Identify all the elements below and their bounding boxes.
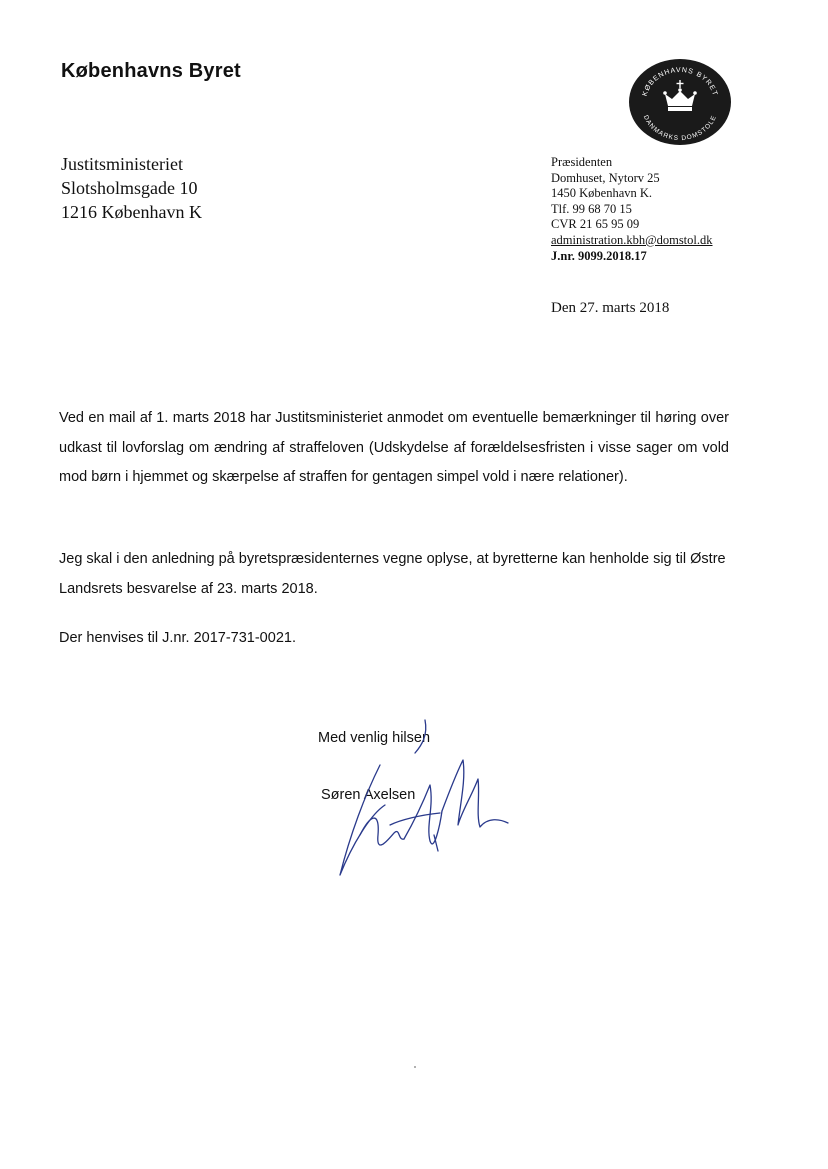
recipient-line: 1216 København K xyxy=(61,202,202,222)
recipient-address xyxy=(61,152,202,224)
body-paragraph: Der henvises til J.nr. 2017-731-0021. xyxy=(59,630,296,646)
sender-cvr: CVR 21 65 95 09 xyxy=(551,217,640,232)
seal-top-text: KØBENHAVNS BYRET xyxy=(641,66,719,98)
recipient-line: Justitsministeriet xyxy=(61,154,184,174)
sender-title: Præsidenten xyxy=(551,155,613,169)
body-paragraph: Ved en mail af 1. marts 2018 har Justitsministeriet anmodet om eventuelle bemærkninger til høring over udkast til lovforslag om ændring af straffeloven (Udskydelse af forældelsesfristen i visse sager om vold mod børn i hjemmet og skærpelse af straffen for gentagen simpel vold i nære relationer). xyxy=(59,410,729,485)
letter-date: Den 27. marts 2018 xyxy=(551,300,670,316)
court-name: Københavns Byret xyxy=(61,60,241,82)
handwritten-signature xyxy=(330,715,520,885)
sender-phone: Tlf. 99 68 70 15 xyxy=(551,201,632,216)
signer-name: Søren Axelsen xyxy=(321,787,416,803)
seal-bottom-text: DANMARKS DOMSTOLE xyxy=(641,114,719,143)
recipient-line: Slotsholmsgade 10 xyxy=(61,178,198,198)
sender-city: 1450 København K. xyxy=(551,186,653,201)
sender-address: Domhuset, Nytorv 25 xyxy=(551,170,660,185)
sender-email-link[interactable]: administration.kbh@domstol.dk xyxy=(551,232,713,247)
scan-speck xyxy=(414,1066,416,1068)
sender-info xyxy=(551,155,713,264)
court-seal-icon xyxy=(628,58,732,146)
closing-greeting: Med venlig hilsen xyxy=(318,730,431,746)
body-paragraph: Jeg skal i den anledning på byretspræsidenternes vegne oplyse, at byretterne kan henholde sig til Østre Landsrets besvarelse af 23. marts 2018. xyxy=(59,551,726,597)
journal-number: J.nr. 9099.2018.17 xyxy=(551,248,647,263)
